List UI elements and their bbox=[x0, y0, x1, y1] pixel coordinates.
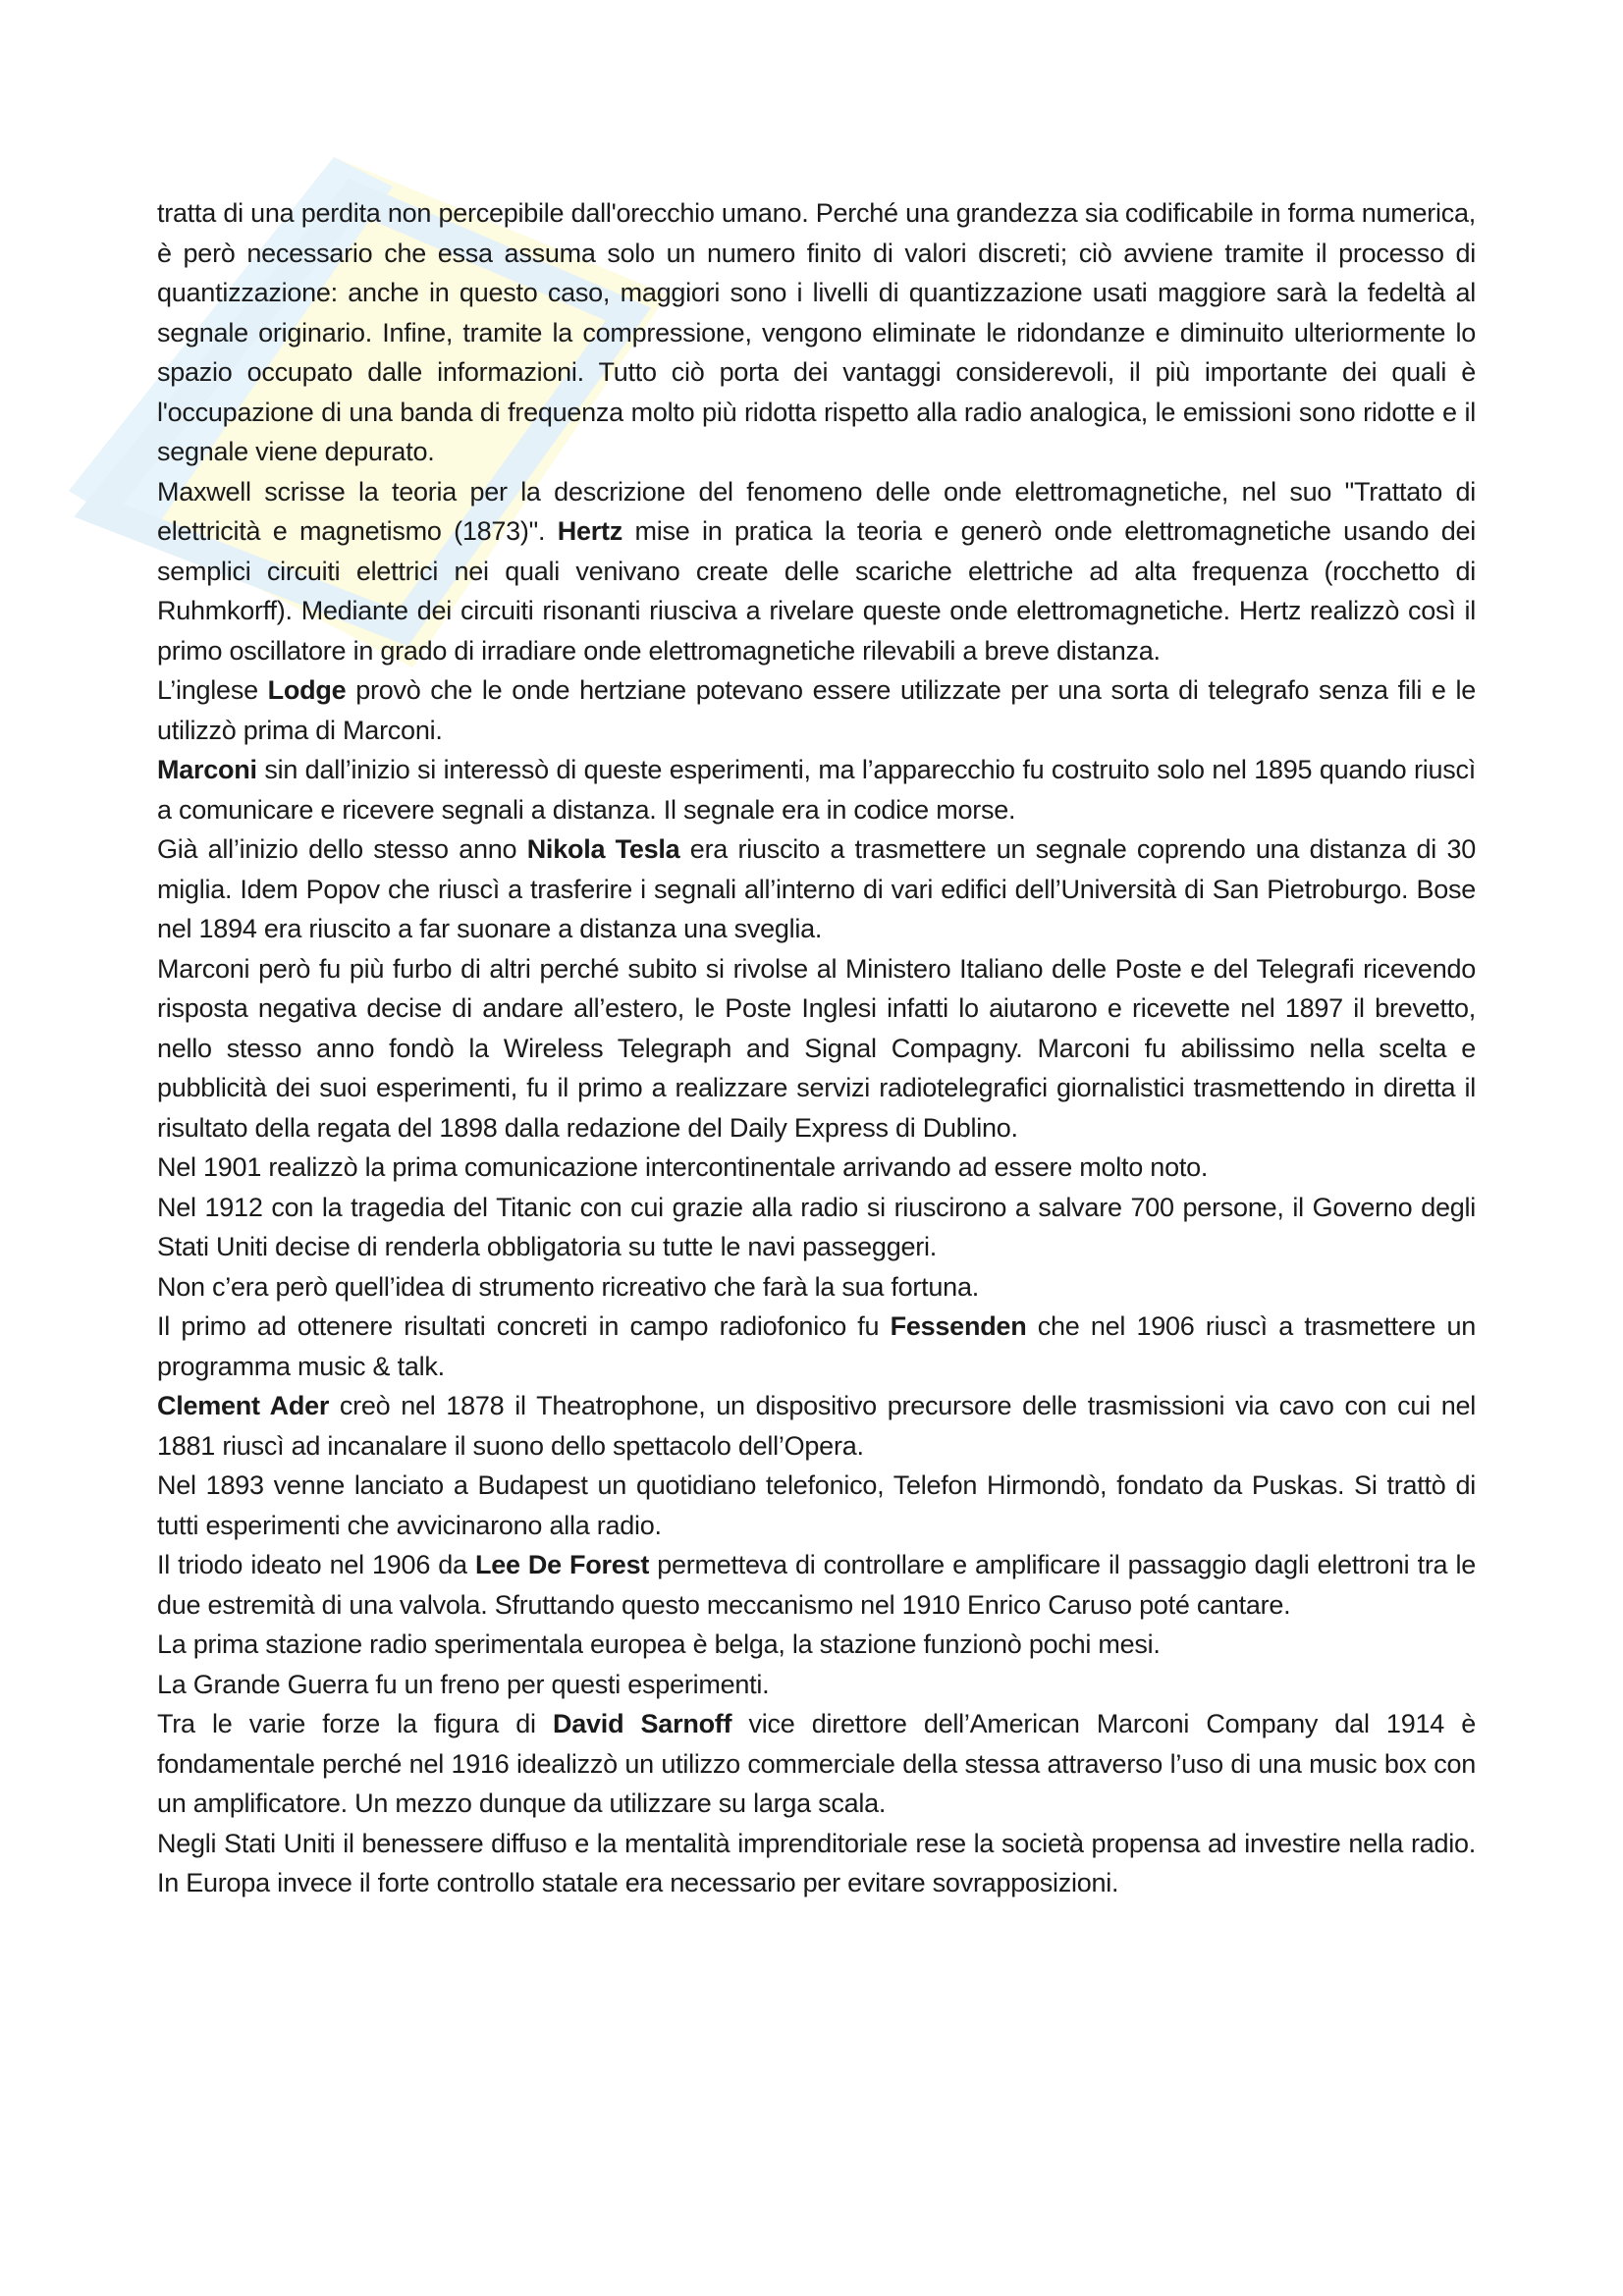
bold-name: Nikola Tesla bbox=[526, 834, 680, 864]
text-run: L’inglese bbox=[157, 675, 268, 705]
text-run: Nel 1893 venne lanciato a Budapest un quotidiano telefonico, Telefon Hirmondò, fondato da Puskas. Si trattò di tutti esperimenti che avvicinarono alla radio. bbox=[157, 1470, 1476, 1540]
text-run: Maxwell scrisse la teoria per la descrizione del fenomeno delle onde elettromagnetiche, nel suo "Trattato di elettricità e magnetismo (1873)". bbox=[157, 476, 1476, 546]
bold-name: Fessenden bbox=[890, 1311, 1027, 1341]
bold-name: Marconi bbox=[157, 755, 257, 784]
text-run: Il primo ad ottenere risultati concreti in campo radiofonico fu bbox=[157, 1311, 891, 1341]
paragraph bbox=[157, 1545, 1476, 1625]
paragraph bbox=[157, 1824, 1476, 1903]
paragraph bbox=[157, 472, 1476, 671]
paragraph bbox=[157, 1665, 1476, 1705]
text-run: Marconi però fu più furbo di altri perché subito si rivolse al Ministero Italiano delle Poste e del Telegrafi ricevendo risposta negativa decise di andare all’estero, le Poste Inglesi infatti lo aiutarono e ricevette nel 1897 il brevetto, nello stesso anno fondò la Wireless Telegraph and Signal Compagny. Marconi fu abilissimo nella scelta e pubblicità dei suoi esperimenti, fu il primo a realizzare servizi radiotelegrafici giornalistici trasmettendo in diretta il risultato della regata del 1898 dalla redazione del Daily Express di Dublino. bbox=[157, 953, 1476, 1143]
text-run: La prima stazione radio sperimentala europea è belga, la stazione funzionò pochi mesi. bbox=[157, 1629, 1161, 1659]
text-run: mise in pratica la teoria e generò onde elettromagnetiche usando dei semplici circuiti elettrici nei quali venivano create delle scariche elettriche ad alta frequenza (rocchetto di Ruhmkorff). Mediante dei circuiti risonanti riusciva a rivelare queste onde elettromagnetiche. Hertz realizzò così il primo oscillatore in grado di irradiare onde elettromagnetiche rilevabili a breve distanza. bbox=[157, 516, 1476, 666]
paragraph bbox=[157, 1188, 1476, 1267]
paragraph bbox=[157, 1307, 1476, 1386]
text-run: Nel 1912 con la tragedia del Titanic con cui grazie alla radio si riuscirono a salvare 700 persone, il Governo degli Stati Uniti decise di renderla obbligatoria su tutte le navi passeggeri. bbox=[157, 1192, 1476, 1261]
text-run: vice direttore dell’American Marconi Company dal 1914 è fondamentale perché nel 1916 idealizzò un utilizzo commerciale della stessa attraverso l’uso di una music box con un amplificatore. Un mezzo dunque da utilizzare su larga scala. bbox=[157, 1709, 1476, 1818]
text-run: tratta di una perdita non percepibile dall'orecchio umano. Perché una grandezza sia codificabile in forma numerica, è però necessario che essa assuma solo un numero finito di valori discreti; ciò avviene tramite il processo di quantizzazione: anche in questo caso, maggiori sono i livelli di quantizzazione usati maggiore sarà la fedeltà al segnale originario. Infine, tramite la compressione, vengono eliminate le ridondanze e diminuito ulteriormente lo spazio occupato dalle informazioni. Tutto ciò porta dei vantaggi considerevoli, il più importante dei quali è l'occupazione di una banda di frequenza molto più ridotta rispetto alla radio analogica, le emissioni sono ridotte e il segnale viene depurato. bbox=[157, 198, 1476, 466]
text-run: creò nel 1878 il Theatrophone, un dispositivo precursore delle trasmissioni via cavo con cui nel 1881 riuscì ad incanalare il suono dello spettacolo dell’Opera. bbox=[157, 1391, 1476, 1461]
paragraph bbox=[157, 1625, 1476, 1665]
paragraph bbox=[157, 1148, 1476, 1188]
bold-name: Hertz bbox=[557, 516, 623, 546]
paragraph bbox=[157, 1466, 1476, 1545]
text-run: Tra le varie forze la figura di bbox=[157, 1709, 554, 1738]
text-run: Già all’inizio dello stesso anno bbox=[157, 834, 527, 864]
text-run: Il triodo ideato nel 1906 da bbox=[157, 1550, 475, 1579]
text-run: che nel 1906 riuscì a trasmettere un programma music & talk. bbox=[157, 1311, 1476, 1381]
text-run: era riuscito a trasmettere un segnale coprendo una distanza di 30 miglia. Idem Popov che riuscì a trasferire i segnali all’interno di vari edifici dell’Università di San Pietroburgo. Bose nel 1894 era riuscito a far suonare a distanza una sveglia. bbox=[157, 834, 1476, 943]
bold-name: Lodge bbox=[267, 675, 347, 705]
paragraph bbox=[157, 949, 1476, 1148]
paragraph bbox=[157, 750, 1476, 829]
text-run: Non c’era però quell’idea di strumento ricreativo che farà la sua fortuna. bbox=[157, 1271, 979, 1302]
text-run: provò che le onde hertziane potevano essere utilizzate per una sorta di telegrafo senza fili e le utilizzò prima di Marconi. bbox=[157, 675, 1476, 745]
text-run: La Grande Guerra fu un freno per questi esperimenti. bbox=[157, 1669, 770, 1699]
bold-name: Clement Ader bbox=[157, 1391, 330, 1420]
bold-name: David Sarnoff bbox=[553, 1709, 732, 1738]
text-run: Negli Stati Uniti il benessere diffuso e la mentalità imprenditoriale rese la società propensa ad investire nella radio. In Europa invece il forte controllo statale era necessario per evitare sovrapposizioni. bbox=[157, 1828, 1476, 1897]
paragraph bbox=[157, 1704, 1476, 1824]
paragraph bbox=[157, 829, 1476, 949]
paragraph bbox=[157, 670, 1476, 750]
paragraph bbox=[157, 1267, 1476, 1308]
paragraph bbox=[157, 1386, 1476, 1466]
bold-name: Lee De Forest bbox=[474, 1550, 650, 1579]
document-body bbox=[157, 193, 1476, 1903]
text-run: Nel 1901 realizzò la prima comunicazione intercontinentale arrivando ad essere molto noto. bbox=[157, 1152, 1209, 1182]
text-run: sin dall’inizio si interessò di queste esperimenti, ma l’apparecchio fu costruito solo nel 1895 quando riuscì a comunicare e ricevere segnali a distanza. Il segnale era in codice morse. bbox=[157, 755, 1476, 825]
text-run: permetteva di controllare e amplificare il passaggio dagli elettroni tra le due estremità di una valvola. Sfruttando questo meccanismo nel 1910 Enrico Caruso poté cantare. bbox=[157, 1550, 1477, 1620]
paragraph bbox=[157, 193, 1476, 472]
